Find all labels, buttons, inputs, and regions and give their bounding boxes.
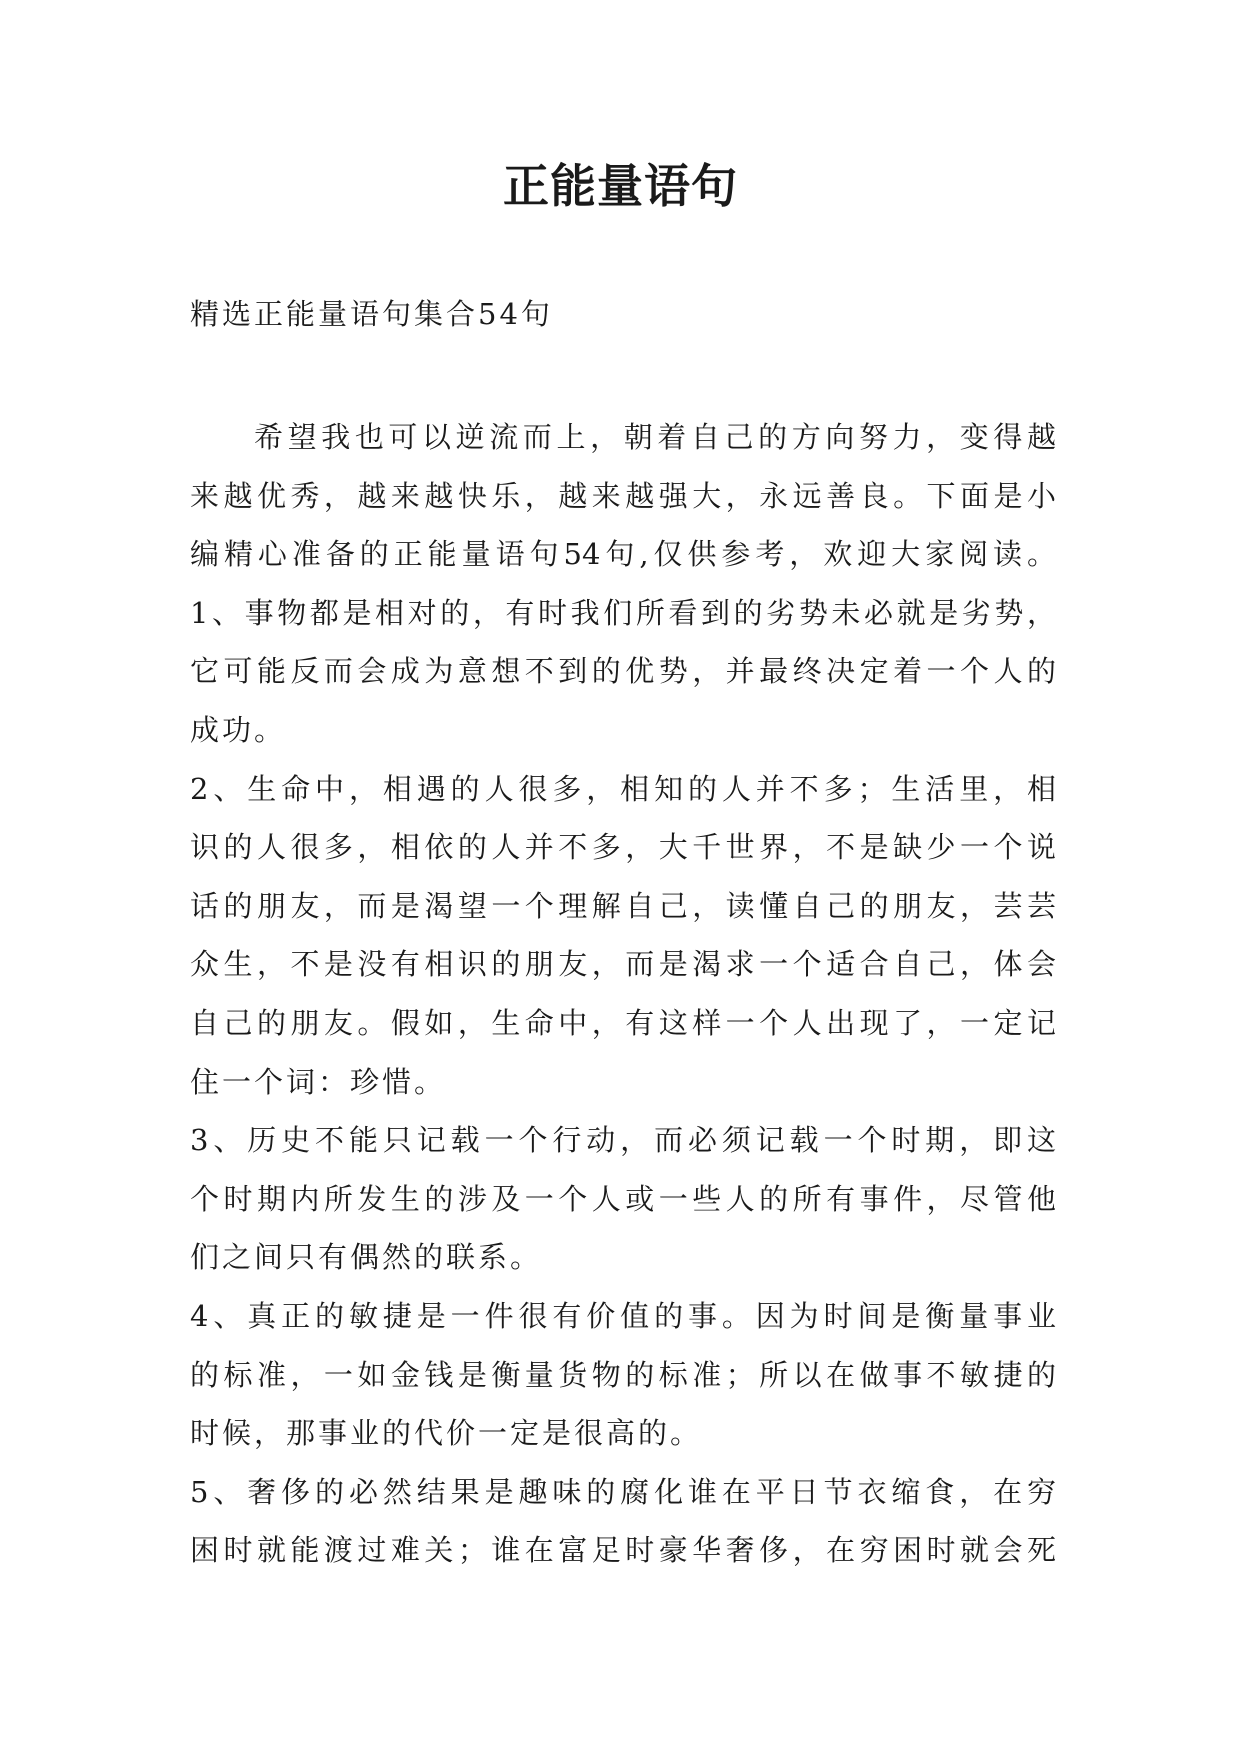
body-text-line: 1、事物都是相对的，有时我们所看到的劣势未必就是劣势， xyxy=(190,595,1056,630)
document-body xyxy=(190,408,1056,1580)
body-text-line: 2、生命中，相遇的人很多，相知的人并不多；生活里，相 xyxy=(190,771,1056,806)
body-text-line: 3、历史不能只记载一个行动，而必须记载一个时期，即这 xyxy=(190,1123,1056,1158)
body-text-line: 的标准，一如金钱是衡量货物的标准；所以在做事不敏捷的 xyxy=(190,1357,1056,1392)
body-text-line: 来越优秀，越来越快乐，越来越强大，永远善良。下面是小 xyxy=(190,478,1056,513)
body-text-line: 5、奢侈的必然结果是趣味的腐化谁在平日节衣缩食，在穷 xyxy=(190,1474,1056,1509)
body-text-line: 个时期内所发生的涉及一个人或一些人的所有事件，尽管他 xyxy=(190,1181,1056,1216)
body-text-line: 自己的朋友。假如，生命中，有这样一个人出现了，一定记 xyxy=(190,1005,1056,1040)
body-text-line: 话的朋友，而是渴望一个理解自己，读懂自己的朋友，芸芸 xyxy=(190,888,1056,923)
body-text-line: 希望我也可以逆流而上，朝着自己的方向努力，变得越 xyxy=(254,420,1056,454)
body-text-line: 成功。 xyxy=(190,712,287,747)
body-text-line: 们之间只有偶然的联系。 xyxy=(190,1240,543,1275)
body-text-line: 众生，不是没有相识的朋友，而是渴求一个适合自己，体会 xyxy=(190,947,1056,982)
document-title: 正能量语句 xyxy=(503,159,738,213)
body-text-line: 困时就能渡过难关；谁在富足时豪华奢侈，在穷困时就会死 xyxy=(190,1533,1056,1568)
body-text-line: 住一个词：珍惜。 xyxy=(190,1064,447,1099)
body-text-line: 编精心准备的正能量语句54句,仅供参考，欢迎大家阅读。 xyxy=(190,537,1056,572)
document-subtitle: 精选正能量语句集合54句 xyxy=(190,297,553,331)
body-text-line: 时候，那事业的代价一定是很高的。 xyxy=(190,1416,703,1451)
body-text-line: 4、真正的敏捷是一件很有价值的事。因为时间是衡量事业 xyxy=(190,1298,1056,1333)
body-text-line: 识的人很多，相依的人并不多，大千世界，不是缺少一个说 xyxy=(190,830,1056,865)
body-text-line: 它可能反而会成为意想不到的优势，并最终决定着一个人的 xyxy=(190,654,1056,689)
